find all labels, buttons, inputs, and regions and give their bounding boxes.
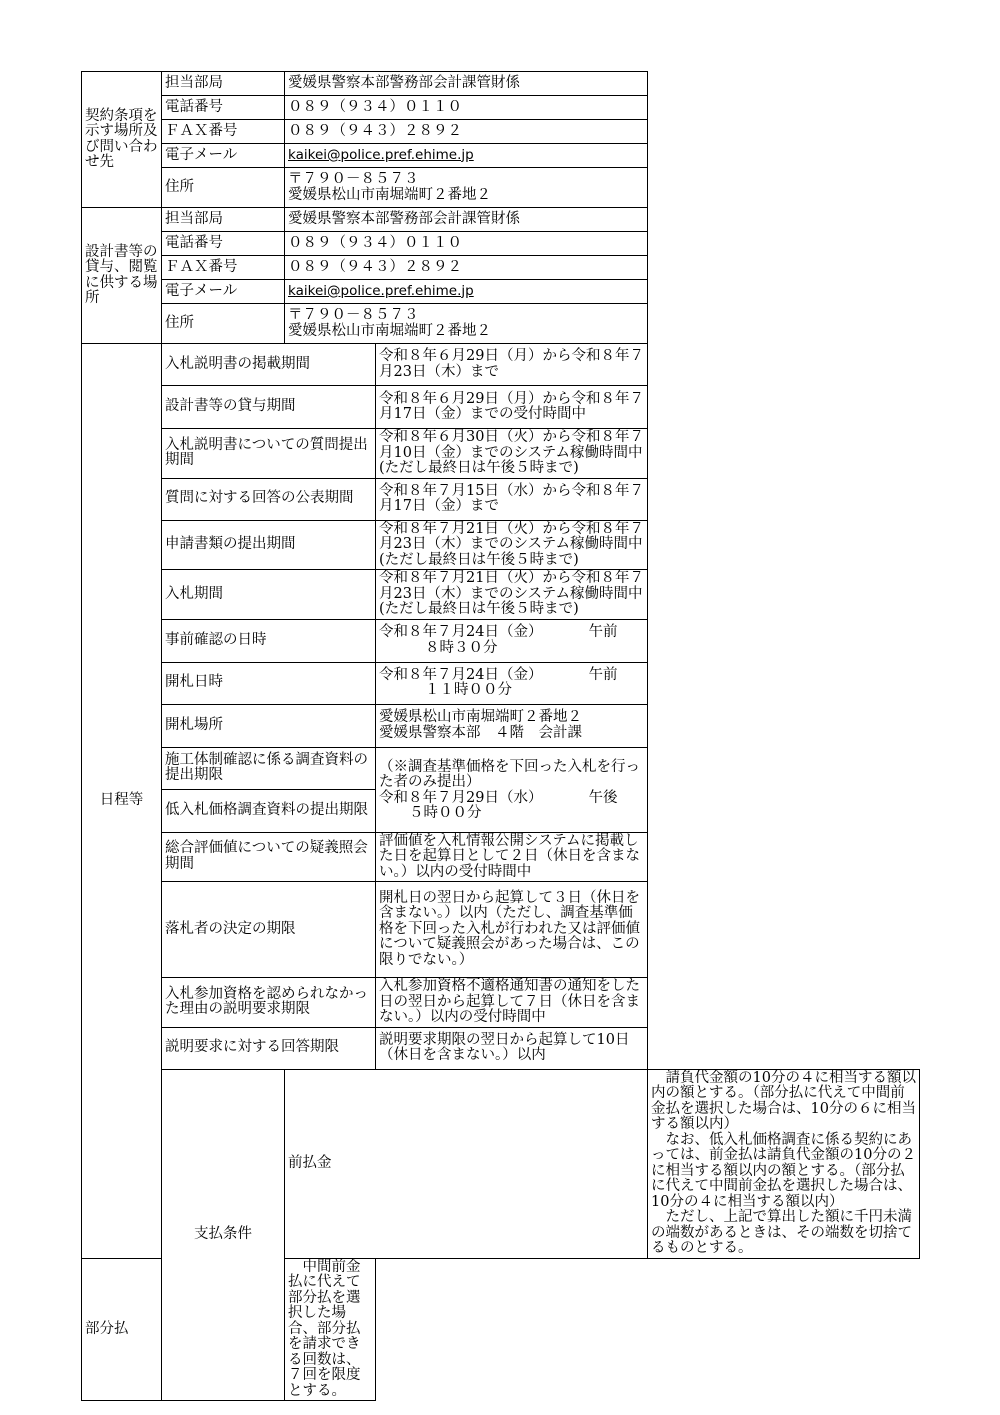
schedule-label: 落札者の決定の期限	[162, 882, 376, 978]
contract-dept-row	[82, 72, 920, 96]
schedule-header: 日程等	[82, 344, 162, 1259]
schedule-value: 入札参加資格不適格通知書の通知をした日の翌日から起算して７日（休日を含まない。）以内の受付時間中	[376, 978, 648, 1028]
schedule-label: 開札日時	[162, 662, 376, 704]
opening-ampm: 午前	[588, 666, 618, 683]
design-address-value: 愛媛県松山市南堀端町２番地２	[288, 322, 491, 339]
schedule-label: 低入札価格調査資料の提出期限	[162, 789, 376, 832]
design-tel-row	[82, 232, 920, 256]
design-dept-value: 愛媛県警察本部警務部会計課管財係	[285, 208, 648, 232]
schedule-label: 申請書類の提出期間	[162, 520, 376, 570]
contract-tel-label: 電話番号	[162, 96, 285, 120]
contract-tel-value: ０８９（９３４）０１１０	[285, 96, 648, 120]
schedule-row	[82, 386, 920, 429]
contract-fax-label: ＦＡＸ番号	[162, 120, 285, 144]
schedule-value: 令和８年６月29日（月）から令和８年７月23日（木）まで	[376, 344, 648, 386]
schedule-row	[82, 747, 920, 789]
partial-payment-para: 中間前金払に代えて部分払を選択した場合、部分払を請求できる回数は、７回を限度とする。	[288, 1258, 361, 1399]
schedule-label: 入札参加資格を認められなかった理由の説明要求期限	[162, 978, 376, 1028]
payment-partial-row	[82, 1258, 920, 1401]
schedule-label: 設計書等の貸与期間	[162, 386, 376, 429]
schedule-row	[82, 429, 920, 479]
contract-address-label: 住所	[162, 168, 285, 208]
schedule-row	[82, 570, 920, 620]
schedule-row	[82, 662, 920, 704]
design-postal-code: 〒７９０－８５７３	[288, 307, 419, 323]
schedule-label: 質問に対する回答の公表期間	[162, 478, 376, 520]
schedule-row	[82, 344, 920, 386]
contract-fax-row	[82, 120, 920, 144]
schedule-row	[82, 978, 920, 1028]
schedule-label: 入札期間	[162, 570, 376, 620]
contract-dept-label: 担当部局	[162, 72, 285, 96]
contract-postal-code: 〒７９０－８５７３	[288, 171, 419, 187]
pre-check-ampm: 午前	[588, 624, 618, 640]
contract-email-row	[82, 144, 920, 168]
schedule-value: 令和８年６月29日（月）から令和８年７月17日（金）までの受付時間中	[376, 386, 648, 429]
design-email-label: 電子メール	[162, 280, 285, 304]
design-fax-label: ＦＡＸ番号	[162, 256, 285, 280]
design-address-row	[82, 304, 920, 344]
procurement-table	[81, 71, 920, 1401]
design-dept-row	[82, 208, 920, 232]
schedule-value: 評価値を入札情報公開システムに掲載した日を起算日として２日（休日を含まない。）以内の受付時間中	[376, 832, 648, 882]
survey-submit-date: 令和８年７月29日（水）	[379, 789, 543, 806]
contract-email-link[interactable]: kaikei@police.pref.ehime.jp	[288, 146, 474, 163]
design-fax-row	[82, 256, 920, 280]
schedule-value: 令和８年７月21日（火）から令和８年７月23日（木）までのシステム稼働時間中(ただし最終日は午後５時まで)	[376, 520, 648, 570]
advance-payment-para3: ただし、上記で算出した額に千円未満の端数があるときは、その端数を切捨てるものとする。	[651, 1209, 912, 1256]
schedule-label: 総合評価値についての疑義照会期間	[162, 832, 376, 882]
design-address-label: 住所	[162, 304, 285, 344]
schedule-value: 令和８年７月15日（水）から令和８年７月17日（金）まで	[376, 478, 648, 520]
opening-time: １１時００分	[425, 682, 512, 698]
schedule-label: 入札説明書の掲載期間	[162, 344, 376, 386]
contract-fax-value: ０８９（９４３）２８９２	[285, 120, 648, 144]
schedule-label: 入札説明書についての質問提出期間	[162, 429, 376, 479]
contract-address-value: 愛媛県松山市南堀端町２番地２	[288, 186, 491, 203]
schedule-row	[82, 832, 920, 882]
schedule-label: 開札場所	[162, 704, 376, 747]
design-email-row	[82, 280, 920, 304]
schedule-value: 令和８年６月30日（火）から令和８年７月10日（金）までのシステム稼働時間中(ただし最終日は午後５時まで)	[376, 429, 648, 479]
pre-check-date: 令和８年７月24日（金）	[379, 624, 543, 640]
schedule-row	[82, 1027, 920, 1069]
schedule-value: 令和８年７月21日（火）から令和８年７月23日（木）までのシステム稼働時間中(ただし最終日は午後５時まで)	[376, 570, 648, 620]
schedule-row	[82, 478, 920, 520]
contract-email-label: 電子メール	[162, 144, 285, 168]
advance-payment-para2: なお、低入札価格調査に係る契約にあっては、前金払は請負代金額の10分の２に相当する額以内の額とする。（部分払に代えて中間前金払を選択した場合は、10分の４に相当する額以内）	[651, 1131, 916, 1210]
payment-advance-row	[82, 1069, 920, 1258]
schedule-row	[82, 619, 920, 662]
schedule-label: 施工体制確認に係る調査資料の提出期限	[162, 747, 376, 789]
opening-date: 令和８年７月24日（金）	[379, 666, 543, 683]
survey-submit-ampm: 午後	[588, 789, 618, 806]
design-fax-value: ０８９（９４３）２８９２	[285, 256, 648, 280]
advance-payment-para1: 請負代金額の10分の４に相当する額以内の額とする。（部分払に代えて中間前金払を選択した場合は、10分の６に相当する額以内）	[651, 1069, 916, 1132]
payment-header: 支払条件	[162, 1069, 285, 1401]
schedule-label: 事前確認の日時	[162, 619, 376, 662]
contract-address-row	[82, 168, 920, 208]
schedule-label: 説明要求に対する回答期限	[162, 1027, 376, 1069]
design-tel-label: 電話番号	[162, 232, 285, 256]
schedule-row	[82, 704, 920, 747]
design-dept-label: 担当部局	[162, 208, 285, 232]
partial-payment-label: 部分払	[82, 1258, 285, 1401]
opening-place-line2: 愛媛県警察本部 ４階 会計課	[379, 724, 582, 741]
schedule-value: 開札日の翌日から起算して３日（休日を含まない。）以内（ただし、調査基準価格を下回った入札が行われた又は評価値について疑義照会があった場合は、この限りでない。）	[376, 882, 648, 978]
contract-contact-header: 契約条項を示す場所及び問い合わせ先	[82, 72, 162, 208]
advance-payment-label: 前払金	[285, 1069, 648, 1258]
schedule-row	[82, 520, 920, 570]
survey-submit-time: ５時００分	[409, 805, 482, 821]
survey-submit-note: （※調査基準価格を下回った入札を行った者のみ提出）	[379, 758, 640, 790]
schedule-value: 説明要求期限の翌日から起算して10日（休日を含まない。）以内	[376, 1027, 648, 1069]
design-docs-header: 設計書等の貸与、閲覧に供する場所	[82, 208, 162, 344]
contract-dept-value: 愛媛県警察本部警務部会計課管財係	[285, 72, 648, 96]
schedule-row	[82, 882, 920, 978]
design-tel-value: ０８９（９３４）０１１０	[285, 232, 648, 256]
pre-check-time: ８時３０分	[425, 639, 498, 656]
design-email-link[interactable]: kaikei@police.pref.ehime.jp	[288, 282, 474, 299]
opening-place-line1: 愛媛県松山市南堀端町２番地２	[379, 709, 582, 725]
contract-tel-row	[82, 96, 920, 120]
